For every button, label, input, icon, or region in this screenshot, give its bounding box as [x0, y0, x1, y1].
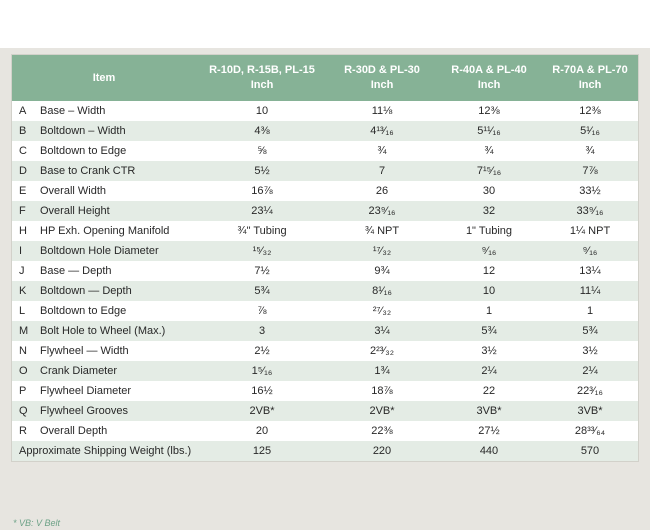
- cell-value: 13¼: [579, 265, 601, 277]
- cell-value: 4¹³⁄₁₆: [370, 125, 394, 137]
- row-letter: A: [19, 105, 27, 117]
- column-header-unit: Inch: [250, 79, 274, 91]
- table-row: [12, 261, 638, 281]
- table-row: [12, 241, 638, 261]
- row-item-label: Flywheel Diameter: [40, 385, 132, 397]
- cell-value: 7½: [254, 265, 270, 277]
- row-letter: F: [19, 205, 26, 217]
- cell-value: 30: [482, 185, 496, 197]
- cell-value: 12: [482, 265, 496, 277]
- cell-value: ¾: [484, 145, 494, 157]
- row-letter: D: [19, 165, 27, 177]
- cell-value: 3½: [481, 345, 497, 357]
- row-item-label: Boltdown Hole Diameter: [40, 245, 159, 257]
- cell-value: ¾: [377, 145, 387, 157]
- table-row: [12, 221, 638, 241]
- cell-value: 8¹⁄₁₆: [372, 285, 392, 297]
- cell-value: 23¼: [251, 205, 273, 217]
- row-item-label: Base – Width: [40, 105, 106, 117]
- cell-value: 10: [482, 285, 496, 297]
- cell-value: 28³³⁄₆₄: [574, 425, 606, 437]
- column-header-model: [542, 55, 638, 101]
- cell-value: 5¾: [582, 325, 598, 337]
- spec-sheet-background: [0, 48, 650, 530]
- column-header-label: R-30D & PL-30: [344, 64, 420, 77]
- row-letter: N: [19, 345, 27, 357]
- column-header-unit: Inch: [370, 79, 394, 91]
- cell-value: ¾ NPT: [364, 225, 400, 237]
- row-letter: Q: [19, 405, 28, 417]
- shipping-weight-row: [12, 441, 638, 461]
- table-row: [12, 141, 638, 161]
- cell-value: ¾: [585, 145, 595, 157]
- cell-value: 3VB*: [577, 405, 603, 417]
- column-header-model: [436, 55, 542, 101]
- cell-value: 26: [375, 185, 389, 197]
- row-item-label: Overall Depth: [40, 425, 108, 437]
- cell-value: ⅝: [257, 145, 267, 157]
- row-item-label: Boltdown – Width: [40, 125, 126, 137]
- cell-value: 1" Tubing: [465, 225, 513, 237]
- column-header-unit: Inch: [578, 79, 602, 91]
- column-header-unit: Inch: [477, 79, 501, 91]
- cell-value: 2VB*: [249, 405, 275, 417]
- row-letter: E: [19, 185, 27, 197]
- column-header-label: R-10D, R-15B, PL-15: [209, 64, 315, 77]
- row-item-label: Base — Depth: [40, 265, 112, 277]
- cell-value: 10: [255, 105, 269, 117]
- shipping-weight-value: 570: [580, 445, 600, 457]
- cell-value: 2¼: [582, 365, 598, 377]
- cell-value: 5¹¹⁄₁₆: [477, 125, 501, 137]
- column-header-label: R-40A & PL-40: [451, 64, 527, 77]
- table-row: [12, 181, 638, 201]
- cell-value: 27½: [478, 425, 500, 437]
- row-letter: B: [19, 125, 27, 137]
- cell-value: 9¾: [374, 265, 390, 277]
- table-body: [12, 101, 638, 441]
- row-letter: H: [19, 225, 27, 237]
- column-header-model: [328, 55, 436, 101]
- cell-value: 2²³⁄₃₂: [369, 345, 395, 357]
- cell-value: 16⅞: [251, 185, 273, 197]
- column-header-label: R-70A & PL-70: [552, 64, 628, 77]
- cell-value: 3½: [582, 345, 598, 357]
- cell-value: 4⅜: [254, 125, 270, 137]
- row-item-label: HP Exh. Opening Manifold: [40, 225, 170, 237]
- cell-value: 5¹⁄₁₆: [580, 125, 600, 137]
- cell-value: 11¼: [579, 285, 601, 297]
- table-footer: [12, 441, 638, 461]
- table-row: [12, 101, 638, 121]
- row-letter: R: [19, 425, 27, 437]
- cell-value: 5¾: [254, 285, 270, 297]
- cell-value: ¹⁵⁄₃₂: [252, 245, 272, 257]
- cell-value: 11⅛: [371, 105, 393, 117]
- column-header-label: Item: [92, 71, 116, 84]
- cell-value: ²⁷⁄₃₂: [372, 305, 392, 317]
- shipping-weight-value: 440: [479, 445, 499, 457]
- column-header-item: [12, 55, 196, 101]
- cell-value: 7⅞: [582, 165, 598, 177]
- row-letter: K: [19, 285, 27, 297]
- row-item-label: Overall Width: [40, 185, 107, 197]
- row-item-label: Base to Crank CTR: [40, 165, 136, 177]
- cell-value: 12⅜: [579, 105, 601, 117]
- row-item-label: Crank Diameter: [40, 365, 118, 377]
- table-row: [12, 201, 638, 221]
- row-item-label: Boltdown — Depth: [40, 285, 132, 297]
- cell-value: 7: [378, 165, 386, 177]
- row-item-label: Flywheel — Width: [40, 345, 129, 357]
- cell-value: 2VB*: [369, 405, 395, 417]
- cell-value: 22³⁄₁₆: [577, 385, 603, 397]
- cell-value: 23⁹⁄₁₆: [368, 205, 396, 217]
- cell-value: ⁹⁄₁₆: [481, 245, 497, 257]
- shipping-weight-value: 125: [252, 445, 272, 457]
- table-row: [12, 401, 638, 421]
- cell-value: 1: [586, 305, 594, 317]
- table-header: [12, 55, 638, 101]
- pump-dimensions-table: [12, 55, 638, 461]
- vb-footnote: * VB: V Belt: [13, 518, 61, 528]
- row-item-label: Boltdown to Edge: [40, 305, 127, 317]
- table-row: [12, 341, 638, 361]
- cell-value: 1¾: [374, 365, 390, 377]
- row-letter: J: [19, 265, 25, 277]
- cell-value: 2¼: [481, 365, 497, 377]
- cell-value: 5¾: [481, 325, 497, 337]
- cell-value: 33⁹⁄₁₆: [576, 205, 604, 217]
- row-letter: L: [19, 305, 26, 317]
- cell-value: 22⅜: [371, 425, 393, 437]
- cell-value: 32: [482, 205, 496, 217]
- table-row: [12, 281, 638, 301]
- cell-value: 33½: [579, 185, 601, 197]
- row-item-label: Overall Height: [40, 205, 110, 217]
- cell-value: 22: [482, 385, 496, 397]
- cell-value: 3: [258, 325, 266, 337]
- table-row: [12, 421, 638, 441]
- spec-table-card: [11, 54, 639, 462]
- cell-value: ¾" Tubing: [237, 225, 287, 237]
- cell-value: ⁹⁄₁₆: [582, 245, 598, 257]
- table-row: [12, 321, 638, 341]
- row-letter: I: [19, 245, 23, 257]
- row-letter: P: [19, 385, 27, 397]
- cell-value: 1⁵⁄₁₆: [251, 365, 273, 377]
- cell-value: ¹⁷⁄₃₂: [372, 245, 392, 257]
- table-row: [12, 121, 638, 141]
- cell-value: 5½: [254, 165, 270, 177]
- cell-value: 1: [485, 305, 493, 317]
- cell-value: 16½: [251, 385, 273, 397]
- cell-value: 12⅜: [478, 105, 500, 117]
- cell-value: ⅞: [257, 305, 267, 317]
- cell-value: 3¼: [374, 325, 390, 337]
- cell-value: 7¹⁵⁄₁₆: [476, 165, 502, 177]
- header-row: [12, 55, 638, 101]
- table-row: [12, 381, 638, 401]
- cell-value: 3VB*: [476, 405, 502, 417]
- shipping-weight-label: Approximate Shipping Weight (lbs.): [19, 445, 192, 457]
- row-item-label: Boltdown to Edge: [40, 145, 127, 157]
- shipping-weight-value: 220: [372, 445, 392, 457]
- row-letter: M: [19, 325, 29, 337]
- column-header-model: [196, 55, 328, 101]
- row-item-label: Bolt Hole to Wheel (Max.): [40, 325, 166, 337]
- table-row: [12, 301, 638, 321]
- cell-value: 2½: [254, 345, 270, 357]
- cell-value: 1¼ NPT: [569, 225, 611, 237]
- cell-value: 20: [255, 425, 269, 437]
- cell-value: 18⅞: [371, 385, 393, 397]
- row-letter: O: [19, 365, 28, 377]
- row-letter: C: [19, 145, 27, 157]
- table-row: [12, 161, 638, 181]
- table-row: [12, 361, 638, 381]
- row-item-label: Flywheel Grooves: [40, 405, 129, 417]
